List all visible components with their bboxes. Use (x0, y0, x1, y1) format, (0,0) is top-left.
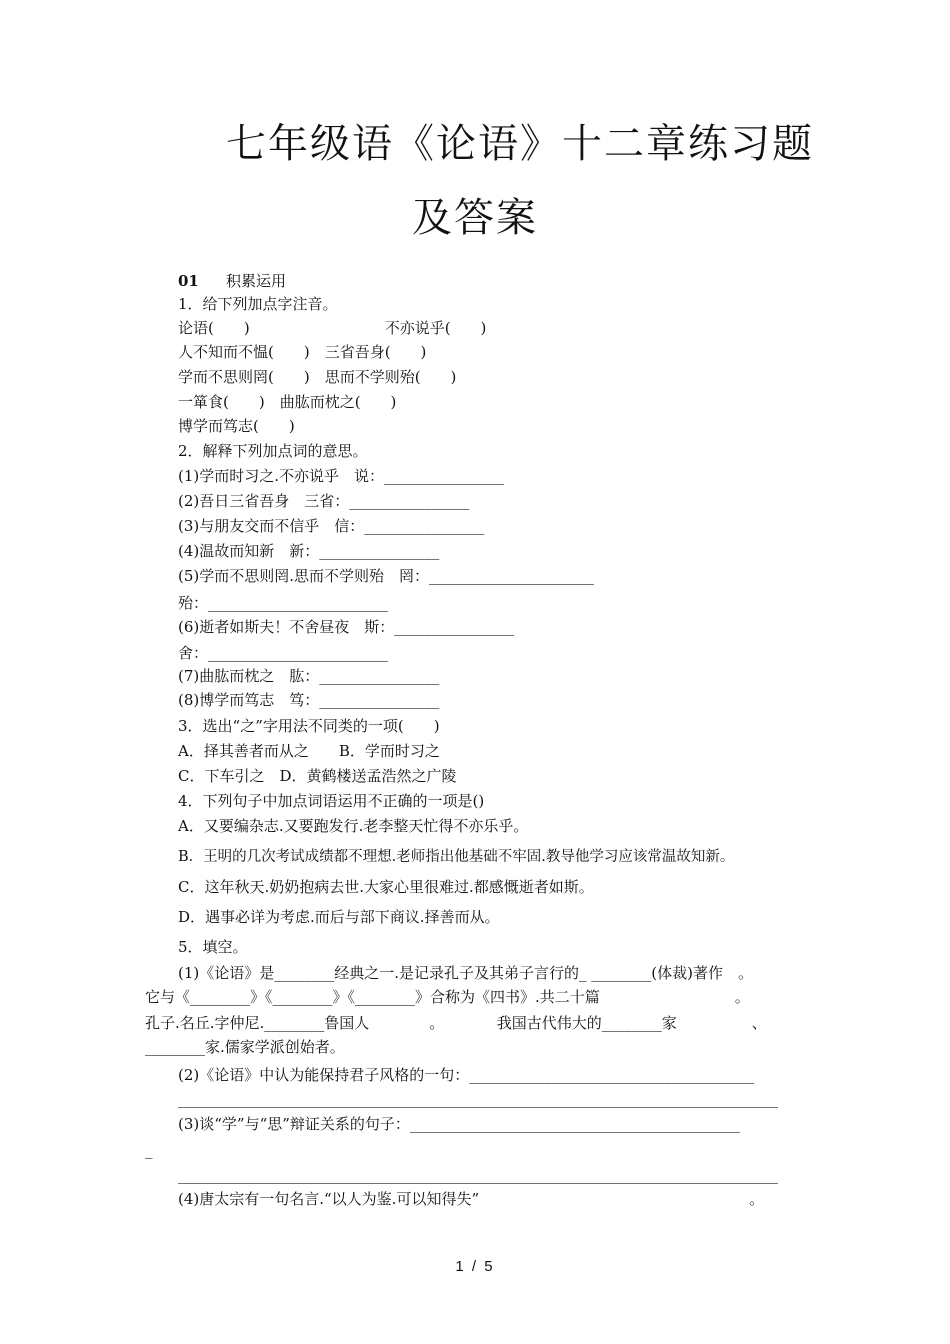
text-line: ________家.儒家学派创始者。 (145, 1038, 345, 1056)
text-line: (5)学而不思则罔.思而不学则殆 罔：______________________ (178, 567, 595, 585)
text-line: (8)博学而笃志 笃：________________ (178, 691, 440, 709)
question-3-heading: 3．选出“之”字用法不同类的一项( ) (178, 717, 440, 735)
option-line: B．王明的几次考试成绩都不理想.老师指出他基础不牢固.教导他学习应该常温故知新。 (178, 849, 735, 865)
text-line: (6)逝者如斯夫！不舍昼夜 斯：________________ (178, 618, 515, 636)
text-line: (1)《论语》是________经典之一.是记录孔子及其弟子言行的_ ________(体裁)著作 。 (178, 964, 753, 982)
title-line-1: 七年级语《论语》十二章练习题 (226, 121, 814, 167)
text-line: (4)温故而知新 新：________________ (178, 542, 440, 560)
section-header (178, 270, 286, 291)
title-line-2: 及答案 (412, 195, 538, 241)
text-line: 殆：________________________ (178, 594, 389, 612)
question-1-heading: 1．给下列加点字注音。 (178, 295, 338, 313)
option-line: A．择其善者而从之 B．学而时习之 (178, 742, 440, 760)
text-line: (3)与朋友交而不信乎 信：________________ (178, 517, 485, 535)
question-4-heading: 4．下列句子中加点词语运用不正确的一项是() (178, 792, 485, 810)
text-line: 孔子.名丘.字仲尼.________鲁国人 。 我国古代伟大的________家 、 (145, 1014, 767, 1032)
text-line: 舍：________________________ (178, 644, 389, 662)
text-line: (3)谈“学”与“思”辩证关系的句子：____________________________________________ (178, 1115, 740, 1133)
text-line: 一箪食( ) 曲肱而枕之( ) (178, 393, 397, 411)
text-line: (4)唐太宗有一句名言.“以人为鉴.可以知得失” 。 (178, 1190, 765, 1208)
section-number: 01 (178, 272, 199, 290)
text-line: 学而不思则罔( ) 思而不学则殆( ) (178, 368, 457, 386)
text-line: (2)《论语》中认为能保持君子风格的一句：______________________________________ (178, 1066, 755, 1084)
option-line: C．下车引之 D．黄鹤楼送孟浩然之广陵 (178, 767, 457, 785)
page-number: 1 / 5 (455, 1258, 495, 1275)
text-line: 博学而笃志( ) (178, 417, 295, 435)
text-line: (1)学而时习之.不亦说乎 说：________________ (178, 467, 505, 485)
answer-blank-line: ________________________________________________________________________________ (178, 1166, 778, 1184)
question-5-heading: 5．填空。 (178, 938, 248, 956)
text-line: 它与《________》《________》《________》合称为《四书》.共二十篇 。 (145, 988, 750, 1006)
option-line: C．这年秋天.奶奶抱病去世.大家心里很难过.都感慨逝者如斯。 (178, 878, 594, 896)
answer-blank-line: ________________________________________________________________________________ (178, 1090, 778, 1108)
question-2-heading: 2．解释下列加点词的意思。 (178, 442, 368, 460)
text-line: (2)吾日三省吾身 三省：________________ (178, 492, 470, 510)
option-line: A．又要编杂志.又要跑发行.老李整天忙得不亦乐乎。 (178, 817, 529, 835)
answer-blank-line: _ (145, 1141, 153, 1159)
text-line: 人不知而不愠( ) 三省吾身( ) (178, 343, 427, 361)
text-line: 论语( ) 不亦说乎( ) (178, 319, 487, 337)
section-label: 积累运用 (226, 272, 287, 290)
option-line: D．遇事必详为考虑.而后与部下商议.择善而从。 (178, 908, 500, 926)
text-line: (7)曲肱而枕之 肱：________________ (178, 667, 440, 685)
